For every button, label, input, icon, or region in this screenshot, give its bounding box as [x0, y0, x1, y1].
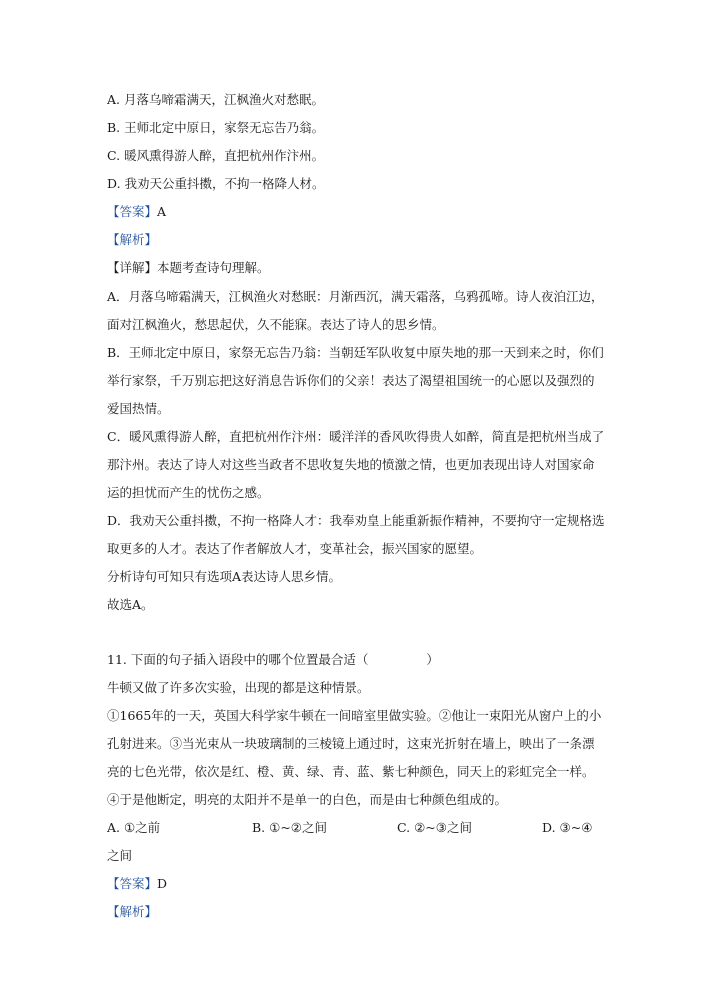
q11-passage-line: ④于是他断定，明亮的太阳并不是单一的白色，而是由七种颜色组成的。 [107, 792, 508, 807]
q11-choices [107, 820, 607, 836]
q11-answer [107, 876, 167, 892]
answer-value: D [157, 876, 168, 891]
q11-stem-suffix: ） [426, 652, 439, 667]
detail-intro-text: 本题考查诗句理解。 [157, 260, 270, 275]
q11-passage-line: ①1665年的一天，英国大科学家牛顿在一间暗室里做实验。②他让一束阳光从窗户上的小 [107, 708, 602, 723]
q11-stem [107, 652, 439, 668]
answer-value: A [157, 204, 167, 219]
q10-option-b: B. 王师北定中原日，家祭无忘告乃翁。 [107, 120, 325, 135]
q10-detail-line: 爱国热情。 [107, 401, 170, 416]
q10-detail-line: B．王师北定中原日，家祭无忘告乃翁：当朝廷军队收复中原失地的那一天到来之时，你们 [107, 345, 604, 360]
q10-detail-intro [107, 260, 270, 276]
q10-detail-line: 面对江枫渔火，愁思起伏，久不能寐。表达了诗人的思乡情。 [107, 317, 445, 332]
q11-choice-c: C. ②~③之间 [397, 820, 472, 835]
q11-sentence: 牛顿又做了许多次实验，出现的都是这种情景。 [107, 680, 370, 695]
q10-detail-line: 故选A。 [107, 597, 154, 612]
q10-detail-line: D．我劝天公重抖擞，不拘一格降人才：我奉劝皇上能重新振作精神，不要拘守一定规格选 [107, 513, 605, 528]
q11-analysis-tag: 【解析】 [107, 904, 158, 919]
q11-passage-line: 亮的七色光带，依次是红、橙、黄、绿、青、蓝、紫七种颜色，同天上的彩虹完全一样。 [107, 764, 595, 779]
q11-passage-line: 孔射进来。③当光束从一块玻璃制的三棱镜上通过时，这束光折射在墙上，映出了一条漂 [107, 736, 595, 751]
q10-option-a: A. 月落乌啼霜满天，江枫渔火对愁眠。 [107, 92, 324, 107]
q10-detail-line: 分析诗句可知只有选项A表达诗人思乡情。 [107, 569, 342, 584]
q10-answer [107, 204, 166, 220]
q11-choice-d: D. ③~④ [542, 820, 593, 835]
q10-detail-line: A．月落乌啼霜满天，江枫渔火对愁眠：月渐西沉，满天霜落，乌鸦孤啼。诗人夜泊江边， [107, 289, 604, 304]
q10-detail-line: 运的担忧而产生的忧伤之感。 [107, 485, 270, 500]
q10-option-d: D. 我劝天公重抖擞，不拘一格降人材。 [107, 176, 325, 191]
q11-stem-prefix: 11. 下面的句子插入语段中的哪个位置最合适（ [107, 652, 369, 667]
q10-option-c: C. 暖风熏得游人醉，直把杭州作汴州。 [107, 148, 325, 163]
q10-detail-line: 那汴州。表达了诗人对这些当政者不思收复失地的愤激之情，也更加表现出诗人对国家命 [107, 457, 595, 472]
answer-tag: 【答案】 [107, 204, 158, 219]
q10-detail-line: 举行家祭，千万别忘把这好消息告诉你们的父亲！表达了渴望祖国统一的心愿以及强烈的 [107, 373, 595, 388]
q11-choice-wrap: 之间 [107, 848, 133, 863]
detail-tag: 【详解】 [107, 260, 158, 275]
q10-detail-line: 取更多的人才。表达了作者解放人才，变革社会，振兴国家的愿望。 [107, 541, 483, 556]
answer-tag: 【答案】 [107, 876, 158, 891]
q10-analysis-tag: 【解析】 [107, 232, 158, 247]
q10-detail-line: C．暖风熏得游人醉，直把杭州作汴州：暖洋洋的香风吹得贵人如醉，简直是把杭州当成了 [107, 429, 605, 444]
q11-choice-a: A. ①之前 [107, 820, 161, 835]
q11-choice-b: B. ①~②之间 [252, 820, 328, 835]
